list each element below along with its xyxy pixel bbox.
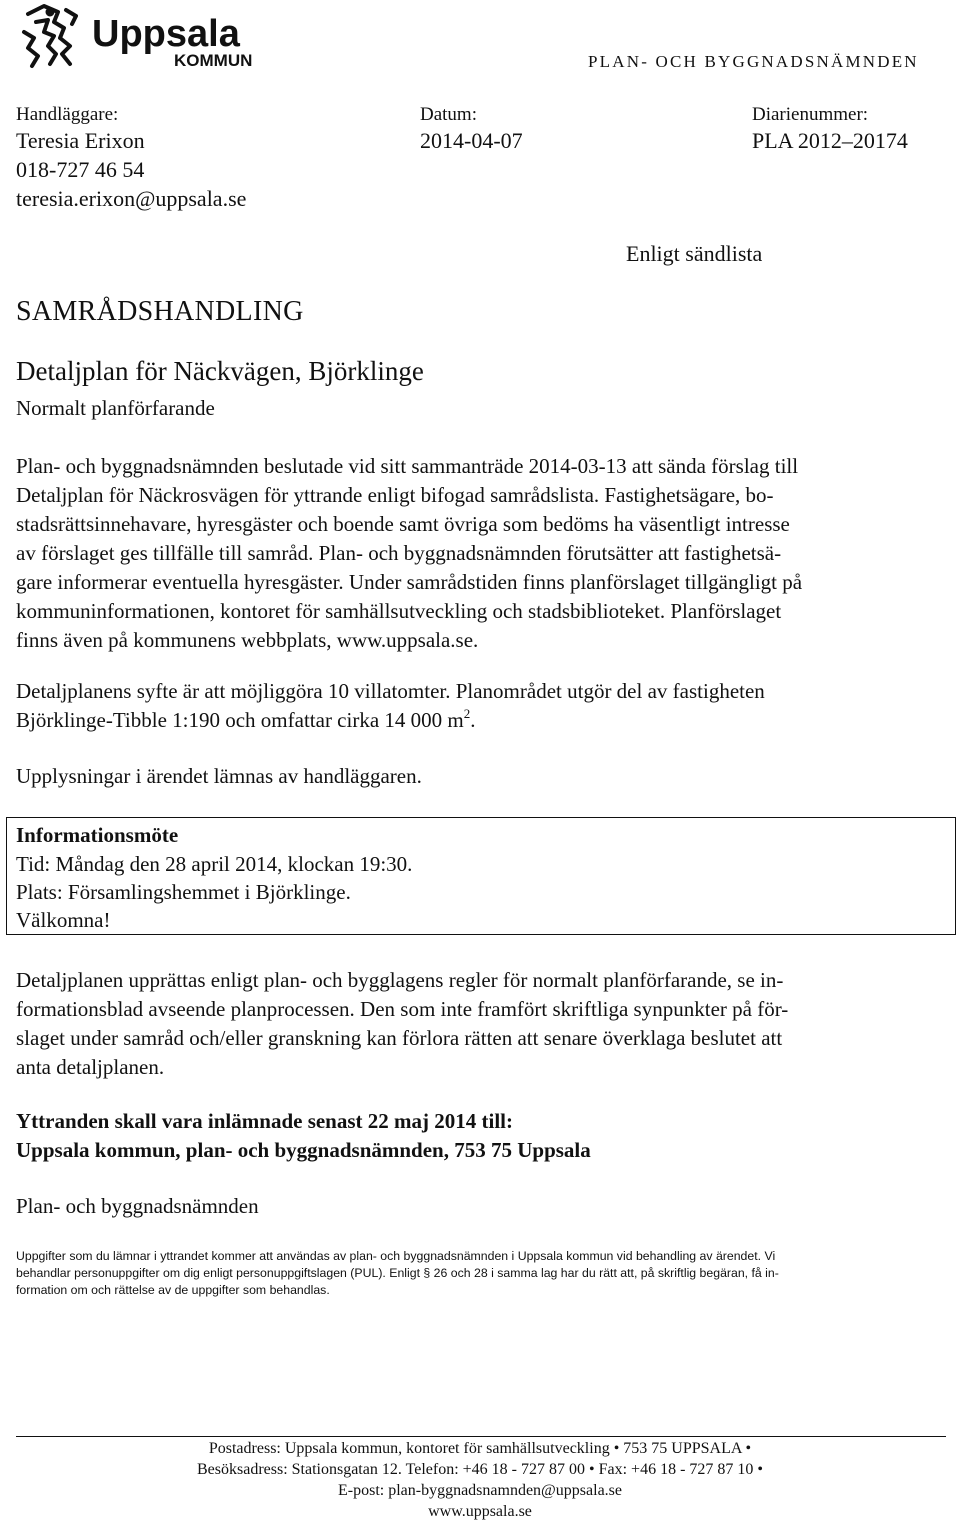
area-unit-superscript: 2 <box>463 706 471 721</box>
privacy-line: Uppgifter som du lämnar i yttrandet kommer att användas av plan- och byggnadsnämnden i Uppsala kommun vid behandling av ärendet. Vi <box>16 1249 776 1263</box>
signature: Plan- och byggnadsnämnden <box>16 1194 259 1218</box>
paragraph-line: anta detaljplanen. <box>16 1055 165 1079</box>
diary-number: PLA 2012–20174 <box>752 128 908 153</box>
paragraph-line: gare informerar eventuella hyresgäster. Under samrådstiden finns planförslaget tillgängligt på <box>16 570 803 594</box>
paragraph-line: Detaljplanens syfte är att möjliggöra 10 villatomter. Planområdet utgör del av fastigheten <box>16 679 765 703</box>
recipient-line: Enligt sändlista <box>626 241 763 266</box>
paragraph-line: slaget under samråd och/eller granskning kan förlora rätten att senare överklaga beslutet att <box>16 1026 783 1050</box>
privacy-line: formation om och rättelse av de uppgifter som behandlas. <box>16 1283 330 1297</box>
purpose-paragraph <box>16 677 765 735</box>
rules-paragraph <box>16 966 788 1082</box>
paragraph-line <box>16 706 765 735</box>
handler-phone: 018-727 46 54 <box>16 157 145 182</box>
lion-emblem-icon <box>14 2 284 70</box>
privacy-line: behandlar personuppgifter om dig enligt personuppgiftslagen (PUL). Enligt § 26 och 28 i samma lag har du rätt att, på skriftlig begäran, få in- <box>16 1266 779 1280</box>
purpose-text: Björklinge-Tibble 1:190 och omfattar cirka 14 000 m <box>16 708 464 732</box>
paragraph-line: formationsblad avseende planprocessen. Den som inte framfört skriftliga synpunkter på för- <box>16 997 789 1021</box>
footer-website: www.uppsala.se <box>428 1503 532 1520</box>
information-meeting-box <box>6 817 956 935</box>
document-type-title: SAMRÅDSHANDLING <box>16 296 304 327</box>
intro-paragraph <box>16 452 802 655</box>
date-value: 2014-04-07 <box>420 128 523 153</box>
handler-email: teresia.erixon@uppsala.se <box>16 186 247 211</box>
date-label: Datum: <box>420 104 477 125</box>
meeting-time: Tid: Måndag den 28 april 2014, klockan 19:30. <box>16 852 413 876</box>
paragraph-line: Plan- och byggnadsnämnden beslutade vid sitt sammanträde 2014-03-13 att sända förslag till <box>16 454 799 478</box>
logo-wordmark: Uppsala <box>92 13 240 55</box>
meeting-place: Plats: Församlingshemmet i Björklinge. <box>16 880 351 904</box>
deadline-address: Uppsala kommun, plan- och byggnadsnämnden, 753 75 Uppsala <box>16 1138 591 1162</box>
purpose-end: . <box>470 708 476 732</box>
uppsala-kommun-logo <box>14 2 284 70</box>
paragraph-line: Detaljplan för Näckrosvägen för yttrande enligt bifogad samrådslista. Fastighetsägare, bo- <box>16 483 774 507</box>
meeting-welcome: Välkomna! <box>16 908 111 932</box>
plan-title: Detaljplan för Näckvägen, Björklinge <box>16 356 424 386</box>
logo-subtext: KOMMUN <box>174 51 253 70</box>
footer-divider <box>16 1436 946 1437</box>
footer-visiting-address: Besöksadress: Stationsgatan 12. Telefon: +46 18 - 727 87 00 • Fax: +46 18 - 727 87 10 • <box>196 1461 763 1478</box>
paragraph-line: Detaljplanen upprättas enligt plan- och bygglagens regler för normalt planförfarande, se in- <box>16 968 784 992</box>
deadline-block <box>16 1107 591 1165</box>
handler-label: Handläggare: <box>16 104 119 125</box>
paragraph-line: stadsrättsinnehavare, hyresgäster och boende samt övriga som bedöms ha väsentligt intresse <box>16 512 790 536</box>
contact-info-line: Upplysningar i ärendet lämnas av handläggaren. <box>16 764 422 788</box>
handler-name: Teresia Erixon <box>16 128 145 153</box>
meeting-heading: Informationsmöte <box>16 823 179 847</box>
diary-label: Diarienummer: <box>752 104 869 125</box>
footer-email: E-post: plan-byggnadsnamnden@uppsala.se <box>337 1482 622 1499</box>
paragraph-line: finns även på kommunens webbplats, www.uppsala.se. <box>16 628 479 652</box>
privacy-note <box>16 1248 779 1299</box>
procedure-subtitle: Normalt planförfarande <box>16 396 215 420</box>
deadline-line: Yttranden skall vara inlämnade senast 22 maj 2014 till: <box>16 1109 514 1133</box>
footer-postal-address: Postadress: Uppsala kommun, kontoret för samhällsutveckling • 753 75 UPPSALA • <box>208 1440 752 1457</box>
paragraph-line: av förslaget ges tillfälle till samråd. Plan- och byggnadsnämnden förutsätter att fastighetsä- <box>16 541 782 565</box>
paragraph-line: kommuninformationen, kontoret för samhällsutveckling och stadsbiblioteket. Planförslaget <box>16 599 782 623</box>
department-name: PLAN- OCH BYGGNADSNÄMNDEN <box>588 52 919 71</box>
